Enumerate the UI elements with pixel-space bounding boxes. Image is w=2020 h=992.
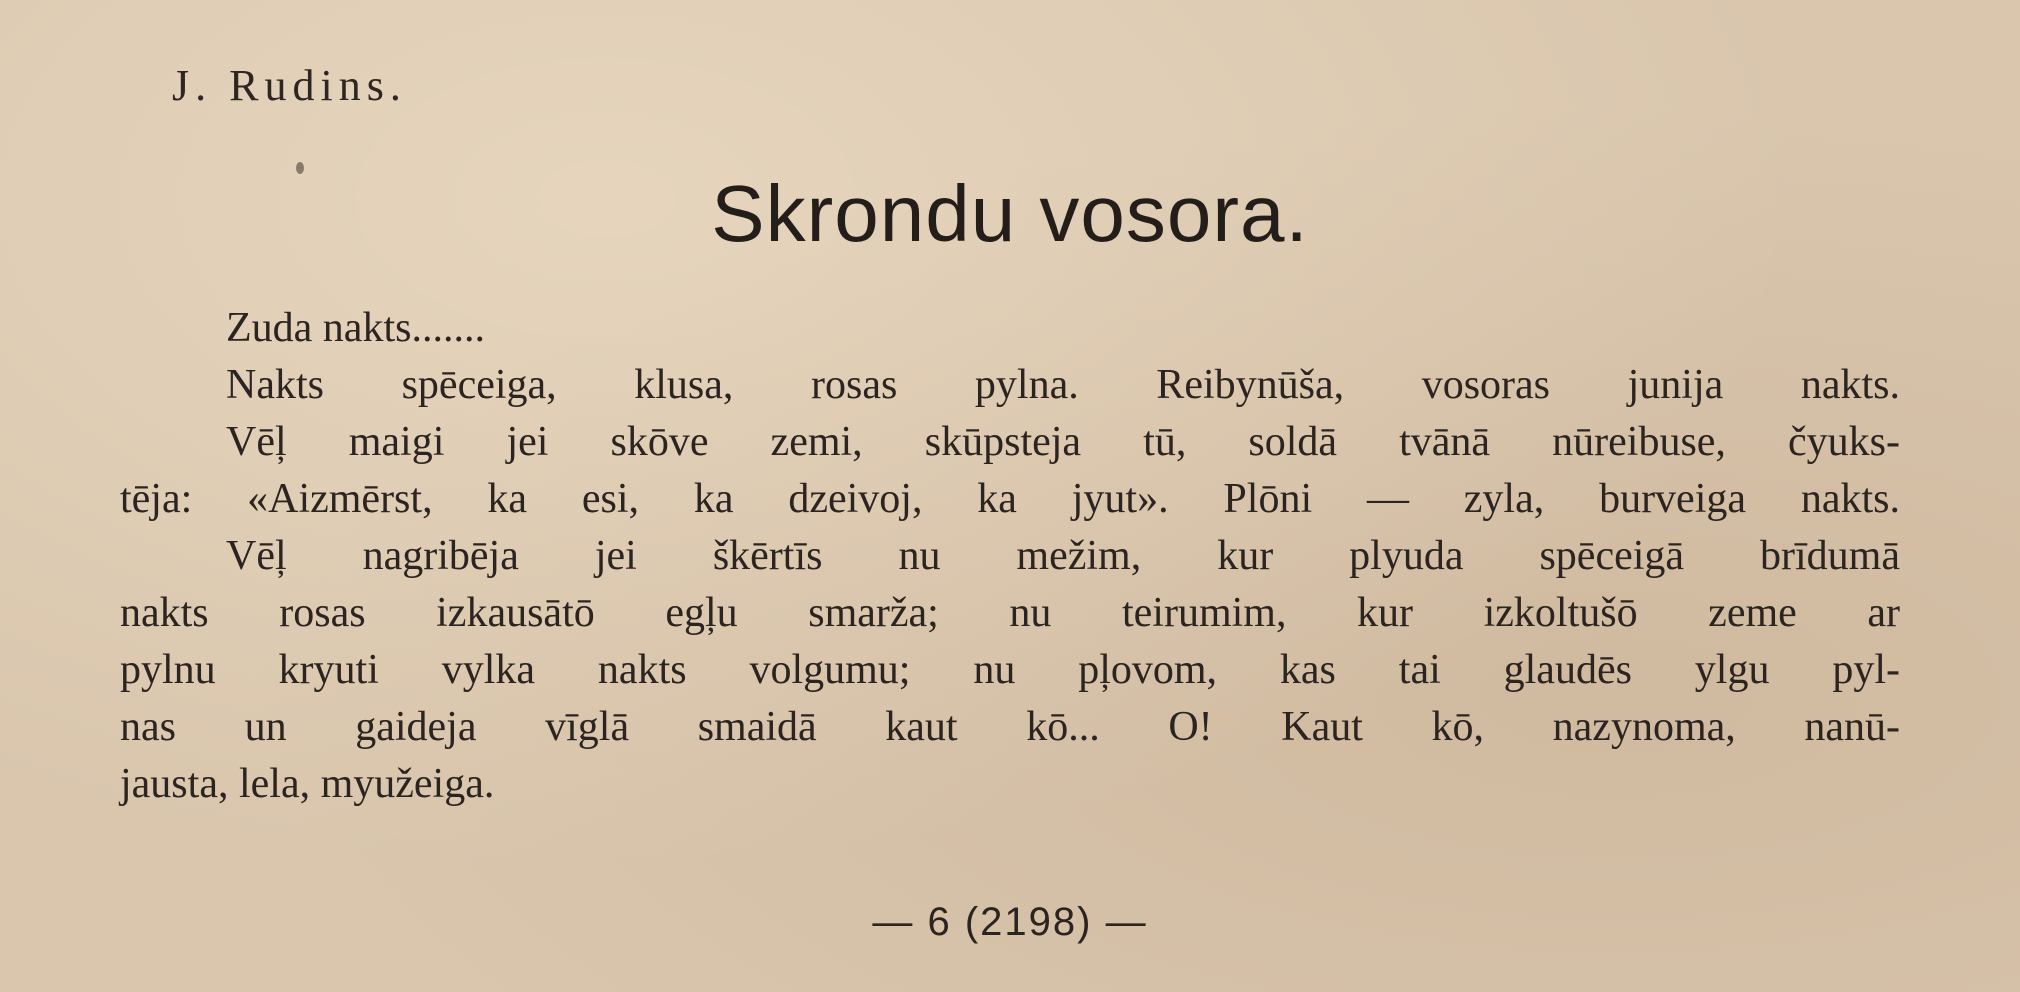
text-line-4: tēja: «Aizmērst, ka esi, ka dzeivoj, ka jyut». Plōni — zyla, burveiga nakts. (120, 476, 1900, 522)
text-line-2: Nakts spēceiga, klusa, rosas pylna. Reibynūša, vosoras junija nakts. (226, 362, 1900, 408)
poem-title: Skrondu vosora. (711, 169, 1309, 258)
page-number: — 6 (2198) — (872, 900, 1148, 944)
text-line-5: Vēļ nagribēja jei škērtīs nu mežim, kur plyuda spēceigā brīdumā (226, 533, 1900, 579)
text-line-8: nas un gaideja vīglā smaidā kaut kō... O! Kaut kō, nazynoma, nanū- (120, 704, 1900, 750)
text-line-7: pylnu kryuti vylka nakts volgumu; nu pļovom, kas tai glaudēs ylgu pyl- (120, 647, 1900, 693)
text-line-3: Vēļ maigi jei skōve zemi, skūpsteja tū, soldā tvānā nūreibuse, čyuks- (226, 419, 1900, 465)
text-line-1: Zuda nakts....... (226, 305, 485, 351)
text-line-6: nakts rosas izkausātō egļu smarža; nu teirumim, kur izkoltušō zeme ar (120, 590, 1900, 636)
author-name: J. Rudins. (172, 61, 407, 110)
text-line-9: jausta, lela, myužeiga. (120, 761, 495, 807)
body-text (120, 300, 1900, 813)
